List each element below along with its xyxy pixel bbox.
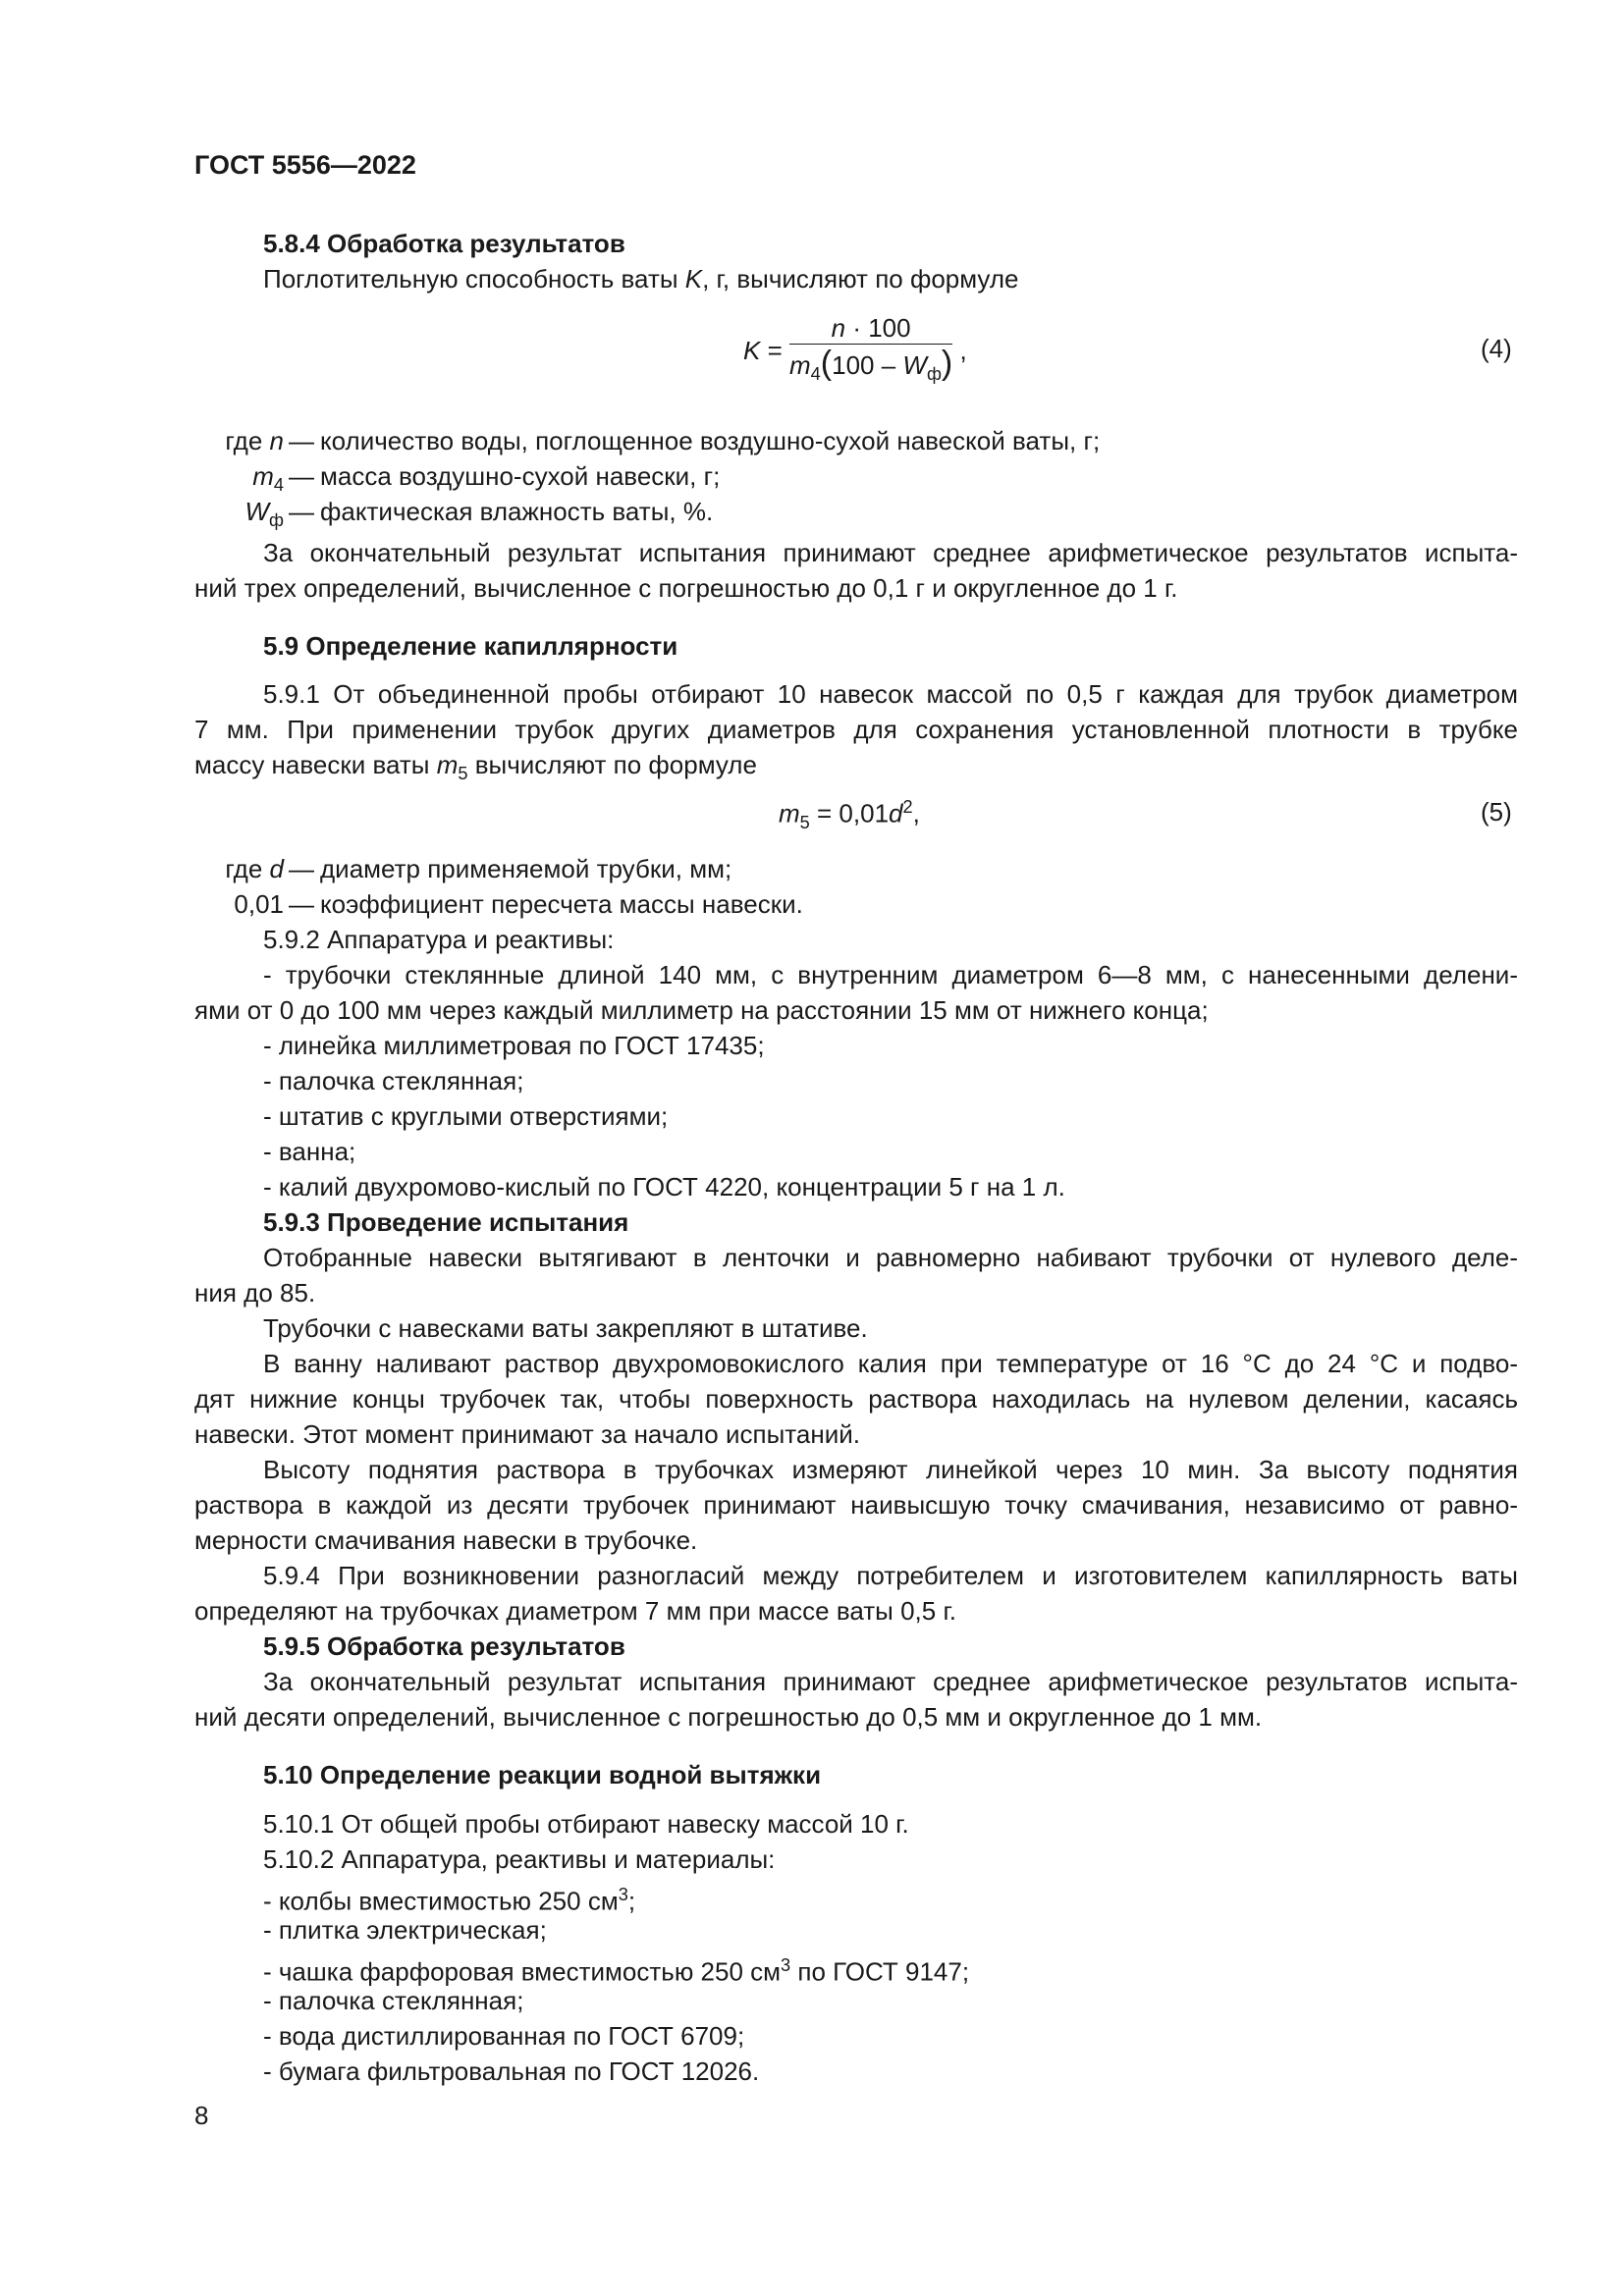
formula-5: $m_5 = 0,01d^2$, — [779, 797, 920, 832]
paragraph-line: 7 мм. При применении трубок других диаметров для сохранения установленной плотности в трубке — [194, 715, 1518, 744]
document-header: ГОСТ 5556—2022 — [194, 150, 416, 180]
paragraph-line: массу навески ваты $m_5$ вычисляют по формуле — [194, 750, 757, 784]
list-item: - штатив с круглыми отверстиями; — [263, 1101, 669, 1131]
list-item: - чашка фарфоровая вместимостью 250 $см^3$ по ГОСТ 9147; — [263, 1955, 970, 1987]
formula-4-fraction — [789, 312, 952, 393]
paragraph-line: В ванну наливают раствор двухромовокислого калия при температуре от 16 °С до 24 °С и подво- — [263, 1349, 1518, 1378]
page-number: 8 — [194, 2101, 209, 2130]
where-row-wf: $W_ф$ — фактическая влажность ваты, %. — [244, 497, 714, 531]
list-item: - бумага фильтровальная по ГОСТ 12026. — [263, 2056, 760, 2086]
section-5-8-4-intro: Поглотительную способность ваты K, г, вычисляют по формуле — [263, 264, 1019, 294]
paragraph-line: За окончательный результат испытания принимают среднее арифметическое результатов испыта- — [263, 1667, 1518, 1696]
paragraph-line: ний десяти определений, вычисленное с погрешностью до 0,5 мм и округленное до 1 мм. — [194, 1702, 1263, 1732]
where-row-d: где d — диаметр применяемой трубки, мм; — [225, 854, 732, 883]
list-item: - колбы вместимостью 250 $см^3$; — [263, 1885, 636, 1916]
paragraph-5-9-2-title: 5.9.2 Аппаратура и реактивы: — [263, 925, 615, 954]
paragraph-5-9-3-title: 5.9.3 Проведение испытания — [263, 1207, 629, 1237]
result-line: За окончательный результат испытания принимают среднее арифметическое результатов испыта- — [263, 538, 1518, 567]
paragraph-line: 5.10.1 От общей пробы отбирают навеску массой 10 г. — [263, 1809, 909, 1839]
list-item: - ванна; — [263, 1137, 356, 1166]
paragraph-5-9-5-title: 5.9.5 Обработка результатов — [263, 1631, 625, 1661]
paragraph-line: дят нижние концы трубочек так, чтобы поверхность раствора находилась на нулевом делении, касаясь — [194, 1384, 1518, 1414]
section-5-8-4-title: 5.8.4 Обработка результатов — [263, 229, 625, 258]
section-5-9-title: 5.9 Определение капиллярности — [263, 631, 678, 661]
list-item: - плитка электрическая; — [263, 1915, 547, 1945]
paragraph-line: 5.9.4 При возникновении разногласий между потребителем и изготовителем капиллярность ваты — [263, 1561, 1518, 1590]
equation-number-4: (4) — [1481, 334, 1512, 363]
paragraph-line: Отобранные навески вытягивают в ленточки и равномерно набивают трубочки от нулевого деле- — [263, 1243, 1518, 1272]
paragraph-line: Трубочки с навесками ваты закрепляют в штативе. — [263, 1313, 868, 1343]
paragraph-line: мерности смачивания навески в трубочке. — [194, 1525, 698, 1555]
list-item: - калий двухромово-кислый по ГОСТ 4220, концентрации 5 г на 1 л. — [263, 1172, 1065, 1201]
formula-4-denominator: $m_4(100 - W_ф)$ — [788, 345, 953, 385]
list-item: - вода дистиллированная по ГОСТ 6709; — [263, 2021, 745, 2051]
paragraph-line: ния до 85. — [194, 1278, 316, 1308]
equation-number-5: (5) — [1481, 797, 1512, 827]
paragraph-line: 5.10.2 Аппаратура, реактивы и материалы: — [263, 1844, 776, 1874]
section-5-10-title: 5.10 Определение реакции водной вытяжки — [263, 1760, 822, 1789]
formula-4: K = $\frac{n \cdot 100}{m_4(100 - W_ф)}$ , — [743, 312, 967, 393]
formula-4-numerator: n · 100 — [789, 312, 952, 345]
list-item: - линейка миллиметровая по ГОСТ 17435; — [263, 1031, 765, 1060]
paragraph-line: раствора в каждой из десяти трубочек принимают наивысшую точку смачивания, независимо от равно- — [194, 1490, 1518, 1520]
result-line: ний трех определений, вычисленное с погрешностью до 0,1 г и округленное до 1 г. — [194, 573, 1178, 603]
list-item: - палочка стеклянная; — [263, 1986, 524, 2015]
formula-4-lhs: K — [743, 335, 761, 365]
list-item: - палочка стеклянная; — [263, 1066, 524, 1095]
list-item: ями от 0 до 100 мм через каждый миллиметр на расстоянии 15 мм от нижнего конца; — [194, 995, 1209, 1025]
where-row-n: где n — количество воды, поглощенное воздушно-сухой навеской ваты, г; — [225, 426, 1101, 455]
paragraph-line: навески. Этот момент принимают за начало испытаний. — [194, 1419, 860, 1449]
list-item: - трубочки стеклянные длиной 140 мм, с внутренним диаметром 6—8 мм, с нанесенными делени- — [263, 960, 1518, 989]
paragraph-line: Высоту поднятия раствора в трубочках измеряют линейкой через 10 мин. За высоту поднятия — [263, 1455, 1518, 1484]
where-row-coef: 0,01 — коэффициент пересчета массы навески. — [234, 889, 803, 919]
paragraph-line: определяют на трубочках диаметром 7 мм при массе ваты 0,5 г. — [194, 1596, 956, 1626]
paragraph-line: 5.9.1 От объединенной пробы отбирают 10 навесок массой по 0,5 г каждая для трубок диаметром — [263, 679, 1518, 709]
where-row-m4: $m_4$ — масса воздушно-сухой навески, г; — [252, 461, 721, 496]
